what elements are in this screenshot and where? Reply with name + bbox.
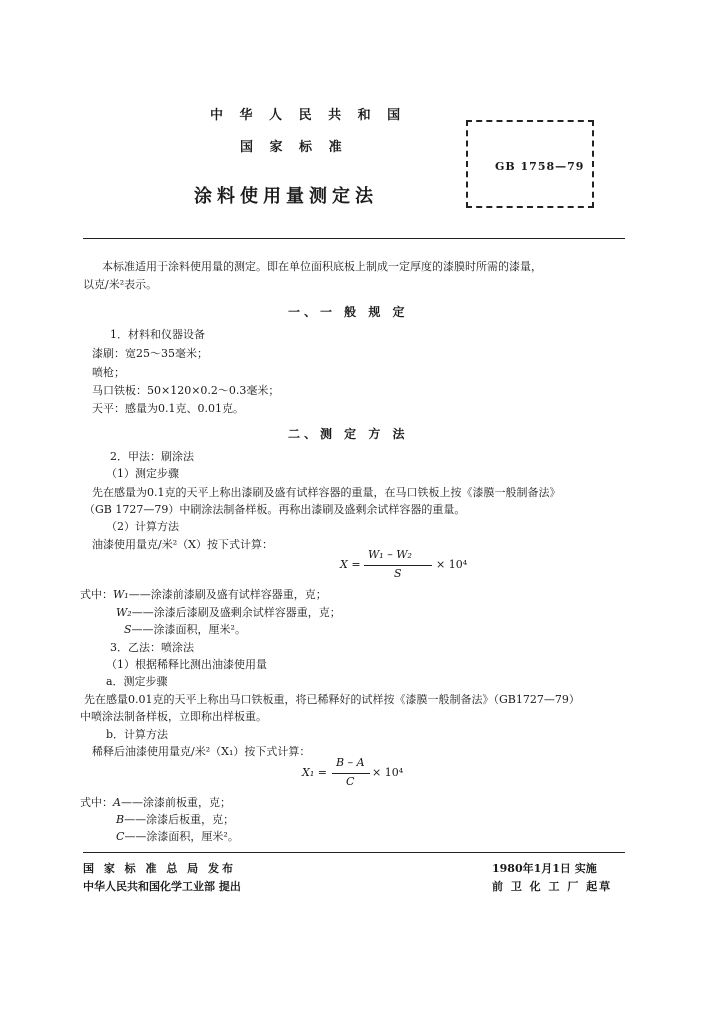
method-a-title: 2．甲法：刷涂法 — [110, 450, 194, 463]
formula-1-lhs: X = — [340, 558, 361, 571]
header-standard-type: 国 家 标 准 — [240, 140, 348, 155]
step1-text: （GB 1727—79）中刷涂法制备样板。再称出漆刷及盛剩余试样容器的重量。 — [84, 503, 466, 516]
where-desc: ——涂漆面积，厘米²。 — [131, 623, 246, 636]
step2-title: （2）计算方法 — [106, 520, 179, 533]
intro-line-2: 以克/米²表示。 — [83, 278, 158, 291]
step1-text: 先在感量为0.1克的天平上称出漆刷及盛有试样容器的重量，在马口铁板上按《漆膜一般制备法》 — [92, 486, 561, 499]
footer-drafter: 前 卫 化 工 厂 起草 — [492, 880, 613, 893]
header-country: 中 华 人 民 共 和 国 — [210, 108, 407, 123]
intro-line-1: 本标准适用于涂料使用量的测定。即在单位面积底板上制成一定厚度的漆膜时所需的漆量， — [102, 260, 542, 273]
b-a-title: a．测定步骤 — [106, 675, 168, 688]
step2-text: 油漆使用量克/米²（X）按下式计算： — [92, 538, 273, 551]
section1-item-title: 1．材料和仪器设备 — [110, 328, 205, 341]
b-a-text: 中喷涂法制备样板，立即称出样板重。 — [80, 710, 267, 723]
where-desc: ——涂漆后板重，克； — [124, 813, 235, 826]
where-symbol: W₁ — [113, 588, 129, 601]
formula-2-bar — [332, 773, 370, 774]
where1-line — [116, 604, 341, 620]
b-b-title: b．计算方法 — [106, 728, 169, 741]
formula-2-lhs: X₁ = — [302, 766, 327, 779]
standard-code: GB 1758—79 — [495, 160, 585, 173]
footer-issuer: 国 家 标 准 总 局 发布 — [83, 862, 236, 875]
document-title: 涂料使用量测定法 — [194, 186, 378, 207]
formula-2-denominator: C — [346, 775, 355, 788]
section1-item: 天平：感量为0.1克、0.01克。 — [92, 402, 244, 415]
where-symbol: C — [116, 830, 125, 843]
section2-heading: 二、测 定 方 法 — [288, 427, 409, 441]
section1-item: 马口铁板：50×120×0.2～0.3毫米； — [92, 384, 280, 397]
where-desc: ——涂漆前漆刷及盛有试样容器重，克； — [128, 588, 327, 601]
footer-issue-date: 1980年1月1日 实施 — [492, 862, 597, 875]
formula-1-factor: × 10⁴ — [436, 558, 468, 571]
where1-line — [124, 621, 246, 637]
where1-line — [80, 586, 327, 602]
where-symbol: A — [113, 796, 121, 809]
method-b-title: 3．乙法：喷涂法 — [110, 641, 194, 654]
b-step1-title: （1）根据稀释比测出油漆使用量 — [106, 658, 267, 671]
formula-1-bar — [364, 565, 432, 566]
section1-heading: 一、一 般 规 定 — [288, 305, 409, 319]
where-symbol: W₂ — [116, 606, 132, 619]
formula-2-numerator: B – A — [336, 756, 365, 769]
step1-title: （1）测定步骤 — [106, 467, 179, 480]
where-desc: ——涂漆后漆刷及盛剩余试样容器重，克； — [131, 606, 341, 619]
where-prefix: 式中： — [80, 588, 113, 601]
where-prefix: 式中： — [80, 796, 113, 809]
formula-2-factor: × 10⁴ — [372, 766, 404, 779]
formula-1-denominator: S — [394, 567, 402, 580]
footer-proposer: 中华人民共和国化学工业部 提出 — [83, 880, 241, 893]
where-desc: ——涂漆面积，厘米²。 — [124, 830, 239, 843]
formula-2 — [302, 756, 404, 796]
where-symbol: S — [124, 623, 132, 636]
where-symbol: B — [116, 813, 125, 826]
formula-1-numerator: W₁ – W₂ — [368, 548, 412, 561]
section1-item: 漆刷：宽25～35毫米； — [92, 347, 208, 360]
top-divider — [83, 238, 625, 239]
footer-divider — [83, 852, 625, 853]
b-a-text: 先在感量0.01克的天平上称出马口铁板重，将已稀释好的试样按《漆膜一般制备法》（GB1727—79） — [84, 693, 580, 706]
b-b-text: 稀释后油漆使用量克/米²（X₁）按下式计算： — [92, 745, 311, 758]
where-desc: ——涂漆前板重，克； — [120, 796, 231, 809]
where2-line — [116, 811, 234, 827]
section1-item: 喷枪； — [92, 366, 125, 379]
where2-line — [116, 828, 239, 844]
where2-line — [80, 794, 231, 810]
formula-1 — [340, 548, 468, 588]
